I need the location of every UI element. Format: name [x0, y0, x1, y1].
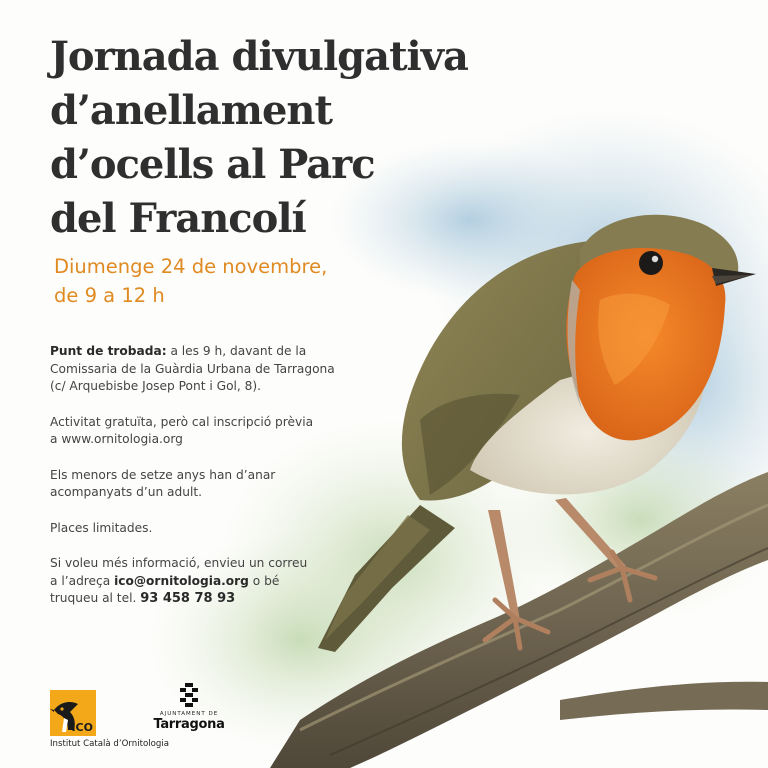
event-date: [54, 252, 327, 310]
date-line: de 9 a 12 h: [54, 284, 165, 307]
places-note: Places limitades.: [50, 520, 153, 535]
event-title: [50, 30, 610, 246]
ico-badge: ICO: [71, 721, 93, 734]
activity-note: Activitat gratuïta, però cal inscripció prèvia a www.ornitologia.org: [50, 414, 390, 449]
contact-phone[interactable]: 93 458 78 93: [140, 591, 236, 606]
meeting-point: Punt de trobada: a les 9 h, davant de la Comissaria de la Guàrdia Urbana de Tarragona (c/ Arquebisbe Josep Pont i Gol, 8).: [50, 344, 335, 393]
meeting-point-label: Punt de trobada:: [50, 344, 167, 358]
title-line: Jornada divulgativa: [50, 33, 468, 80]
event-info: [50, 343, 390, 626]
date-line: Diumenge 24 de novembre,: [54, 255, 328, 278]
minors-note: Els menors de setze anys han d’anar acompanyats d’un adult.: [50, 467, 276, 499]
website-link[interactable]: a www.ornitologia.org: [50, 432, 183, 446]
title-line: d’anellament: [50, 87, 332, 134]
tarragona-logo: [145, 682, 233, 742]
ico-name: Institut Català d’Ornitologia: [50, 739, 169, 749]
tarragona-emblem-icon: [176, 682, 202, 708]
contact-note: Si voleu més informació, envieu un correu a l’adreça ico@ornitologia.org o bé truqueu al tel. 93 458 78 93: [50, 556, 308, 606]
title-line: d’ocells al Parc: [50, 141, 375, 188]
title-line: del Francolí: [50, 195, 306, 242]
ico-logo: [50, 690, 96, 736]
tarragona-small-label: AJUNTAMENT DE: [159, 711, 219, 717]
contact-email[interactable]: ico@ornitologia.org: [114, 573, 249, 588]
tarragona-big-label: Tarragona: [153, 717, 225, 732]
